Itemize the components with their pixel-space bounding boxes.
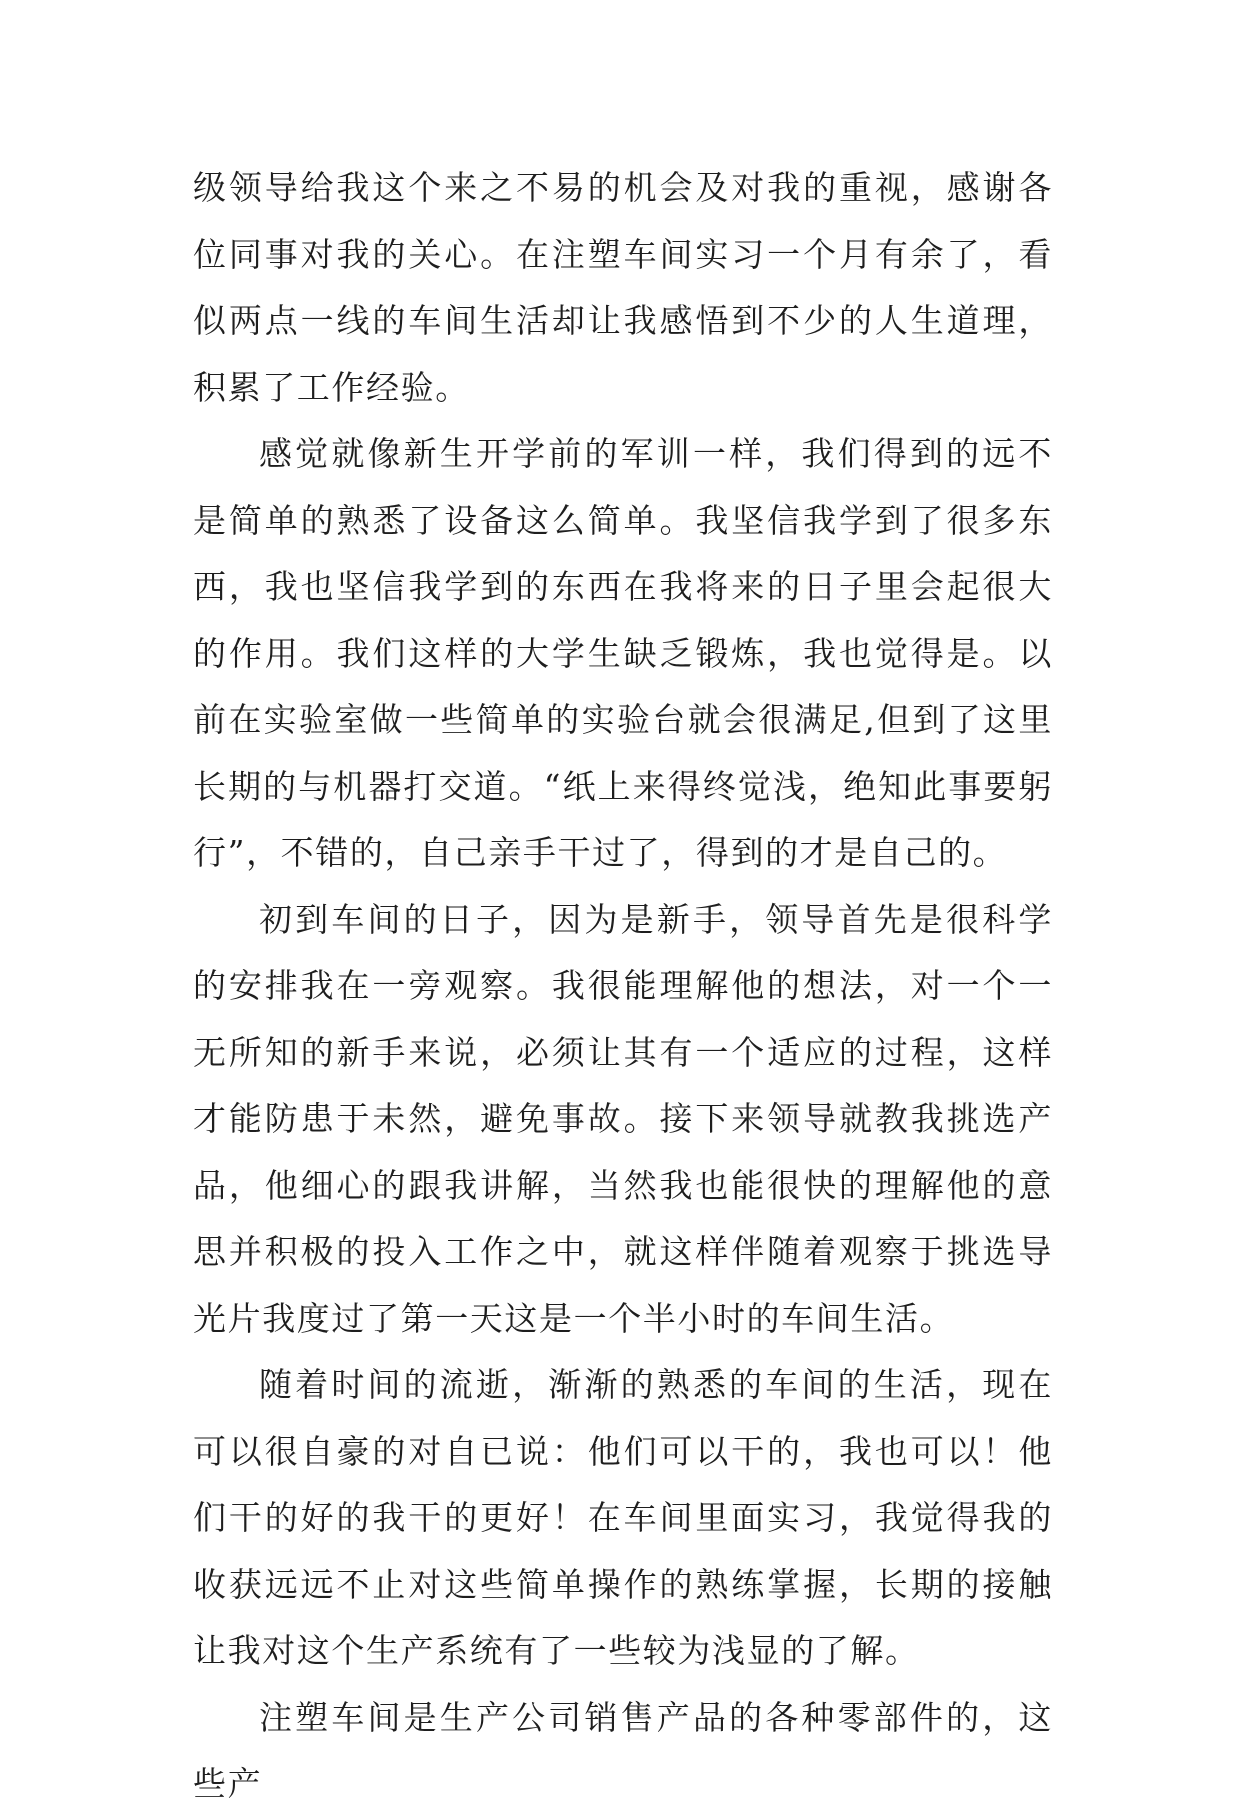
paragraph-4: 随着时间的流逝，渐渐的熟悉的车间的生活，现在可以很自豪的对自已说：他们可以干的，我也可以！他们干的好的我干的更好！在车间里面实习，我觉得我的收获远远不止对这些简单操作的熟练掌握，长期的接触让我对这个生产系统有了一些较为浅显的了解。	[193, 1365, 1053, 1670]
paragraph-5: 注塑车间是生产公司销售产品的各种零部件的，这些产	[193, 1697, 1053, 1803]
paragraph-2: 感觉就像新生开学前的军训一样，我们得到的远不是简单的熟悉了设备这么简单。我坚信我学到了很多东西，我也坚信我学到的东西在我将来的日子里会起很大的作用。我们这样的大学生缺乏锻炼，我也觉得是。以前在实验室做一些简单的实验台就会很满足,但到了这里长期的与机器打交道。“纸上来得终觉浅，绝知此事要躬行”，不错的，自己亲手干过了，得到的才是自己的。	[193, 434, 1053, 872]
document-body	[193, 155, 1053, 1818]
paragraph-1: 级领导给我这个来之不易的机会及对我的重视，感谢各位同事对我的关心。在注塑车间实习一个月有余了，看似两点一线的车间生活却让我感悟到不少的人生道理，积累了工作经验。	[193, 168, 1053, 407]
paragraph-3: 初到车间的日子，因为是新手，领导首先是很科学的安排我在一旁观察。我很能理解他的想法，对一个一无所知的新手来说，必须让其有一个适应的过程，这样才能防患于未然，避免事故。接下来领导就教我挑选产品，他细心的跟我讲解，当然我也能很快的理解他的意思并积极的投入工作之中，就这样伴随着观察于挑选导光片我度过了第一天这是一个半小时的车间生活。	[193, 899, 1053, 1338]
